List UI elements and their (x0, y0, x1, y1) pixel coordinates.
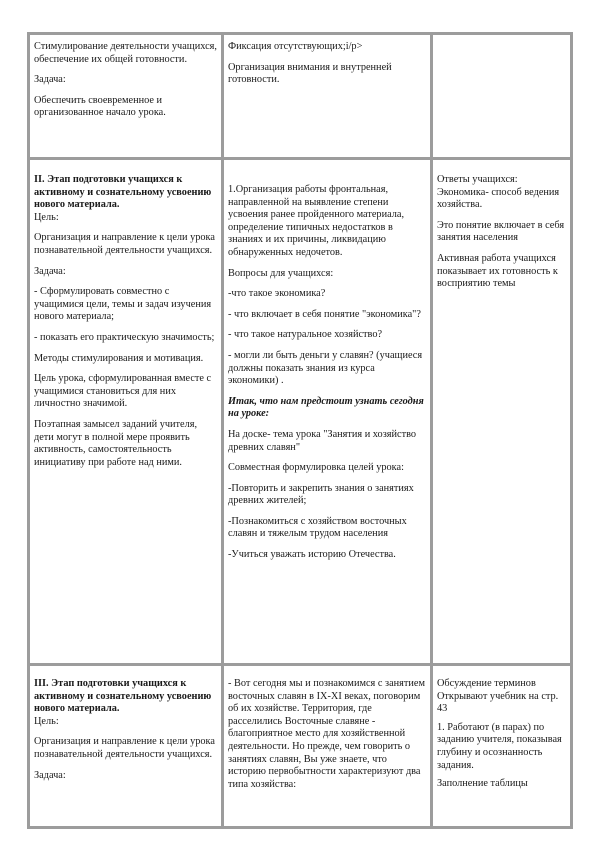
student-activity-cell (432, 159, 572, 665)
stage-cell (29, 34, 223, 159)
stage-cell (29, 159, 223, 665)
goal-item: -Учиться уважать историю Отечества. (228, 549, 396, 561)
task-text: Обеспечить своевременное и организованное начало урока. (34, 94, 166, 119)
student-activity-cell (432, 34, 572, 159)
stage-title: II. Этап подготовки учащихся к активному и сознательному усвоению нового материала. (34, 174, 212, 211)
table-row (29, 159, 572, 665)
task-label: Задача: (34, 769, 66, 781)
question-item: - могли ли быть деньги у славян? (учащиеся должны показать знания из курса экономики) . (228, 349, 423, 387)
teacher-activity-cell (223, 159, 432, 665)
task-text: - Сформулировать совместно с учащимися цели, темы и задач изучения нового материала; (34, 286, 212, 323)
table-row (29, 34, 572, 159)
methods-text: Методы стимулирования и мотивация. (34, 352, 204, 364)
table-row (29, 665, 572, 828)
teacher-activity-cell (223, 34, 432, 159)
teacher-text: 1.Организация работы фронтальная, направленной на выявление степени усвоения ранее пройденного материала, определение типичных недостатков в знаниях и их причины, ликвидацию обнаруженных недочетов. (228, 184, 405, 258)
methods-text: Поэтапная замысел заданий учителя, дети могут в полной мере проявить активность, самостоятельность инициативу при работе над ними. (34, 418, 198, 468)
student-activity-cell (432, 665, 572, 828)
questions-label: Вопросы для учащихся: (228, 267, 334, 279)
task-text: - показать его практическую значимость; (34, 331, 215, 343)
goal-label: Цель: (34, 715, 59, 727)
emphasis-text: Итак, что нам предстоит узнать сегодня на уроке: (228, 395, 424, 420)
teacher-activity-cell (223, 665, 432, 828)
methods-text: Цель урока, сформулированная вместе с учащимися становиться для них личностно значимой. (34, 373, 212, 410)
student-text: Обсуждение терминов Открывают учебник на стр. 43 (437, 678, 559, 715)
question-item: - что включает в себя понятие "экономика"? (228, 308, 421, 320)
stage-cell (29, 665, 223, 828)
student-text: Ответы учащихся: Экономика- способ ведения хозяйства. (437, 174, 560, 211)
question-item: -что такое экономика? (228, 288, 326, 300)
goal-text: Организация и направление к цели урока познавательной деятельности учащихся. (34, 232, 215, 256)
stage-text: Стимулирование деятельности учащихся, обеспечение их общей готовности. (34, 41, 217, 65)
teacher-text: - Вот сегодня мы и познакомимся с занятием восточных славян в IX-XI веках, поговорим об их хозяйстве. Территория, где расселились Восточные славяне - благоприятное место для хозяйственной деятельности. Но прежде, чем говорить о занятиях славян, Вы уже знаете, что историю первобытности характеризуют два типа хозяйства: (228, 678, 425, 790)
student-text: 1. Работают (в парах) по заданию учителя, показывая глубину и осознанность задания. (437, 721, 562, 771)
teacher-text: Фиксация отсутствующих;i/p> (228, 41, 363, 52)
goal-item: -Познакомиться с хозяйством восточных славян и тяжелым трудом населения (228, 515, 407, 540)
student-text: Это понятие включает в себя занятия населения (437, 219, 565, 244)
question-item: - что такое натуральное хозяйство? (228, 329, 383, 341)
task-label: Задача: (34, 265, 66, 277)
stage-title: III. Этап подготовки учащихся к активному и сознательному усвоению нового материала. (34, 678, 212, 715)
task-label: Задача: (34, 74, 66, 86)
teacher-text: На доске- тема урока "Занятия и хозяйство древних славян" (228, 428, 417, 453)
student-text: Заполнение таблицы (437, 778, 528, 790)
lesson-plan-table (27, 32, 573, 829)
goal-label: Цель: (34, 211, 59, 223)
goal-text: Организация и направление к цели урока познавательной деятельности учащихся. (34, 736, 215, 760)
teacher-text: Совместная формулировка целей урока: (228, 462, 404, 474)
teacher-text: Организация внимания и внутренней готовности. (228, 61, 392, 86)
student-text: Активная работа учащихся показывает их готовность к восприятию темы (437, 252, 558, 290)
goal-item: -Повторить и закрепить знания о занятиях древних жителей; (228, 482, 414, 507)
